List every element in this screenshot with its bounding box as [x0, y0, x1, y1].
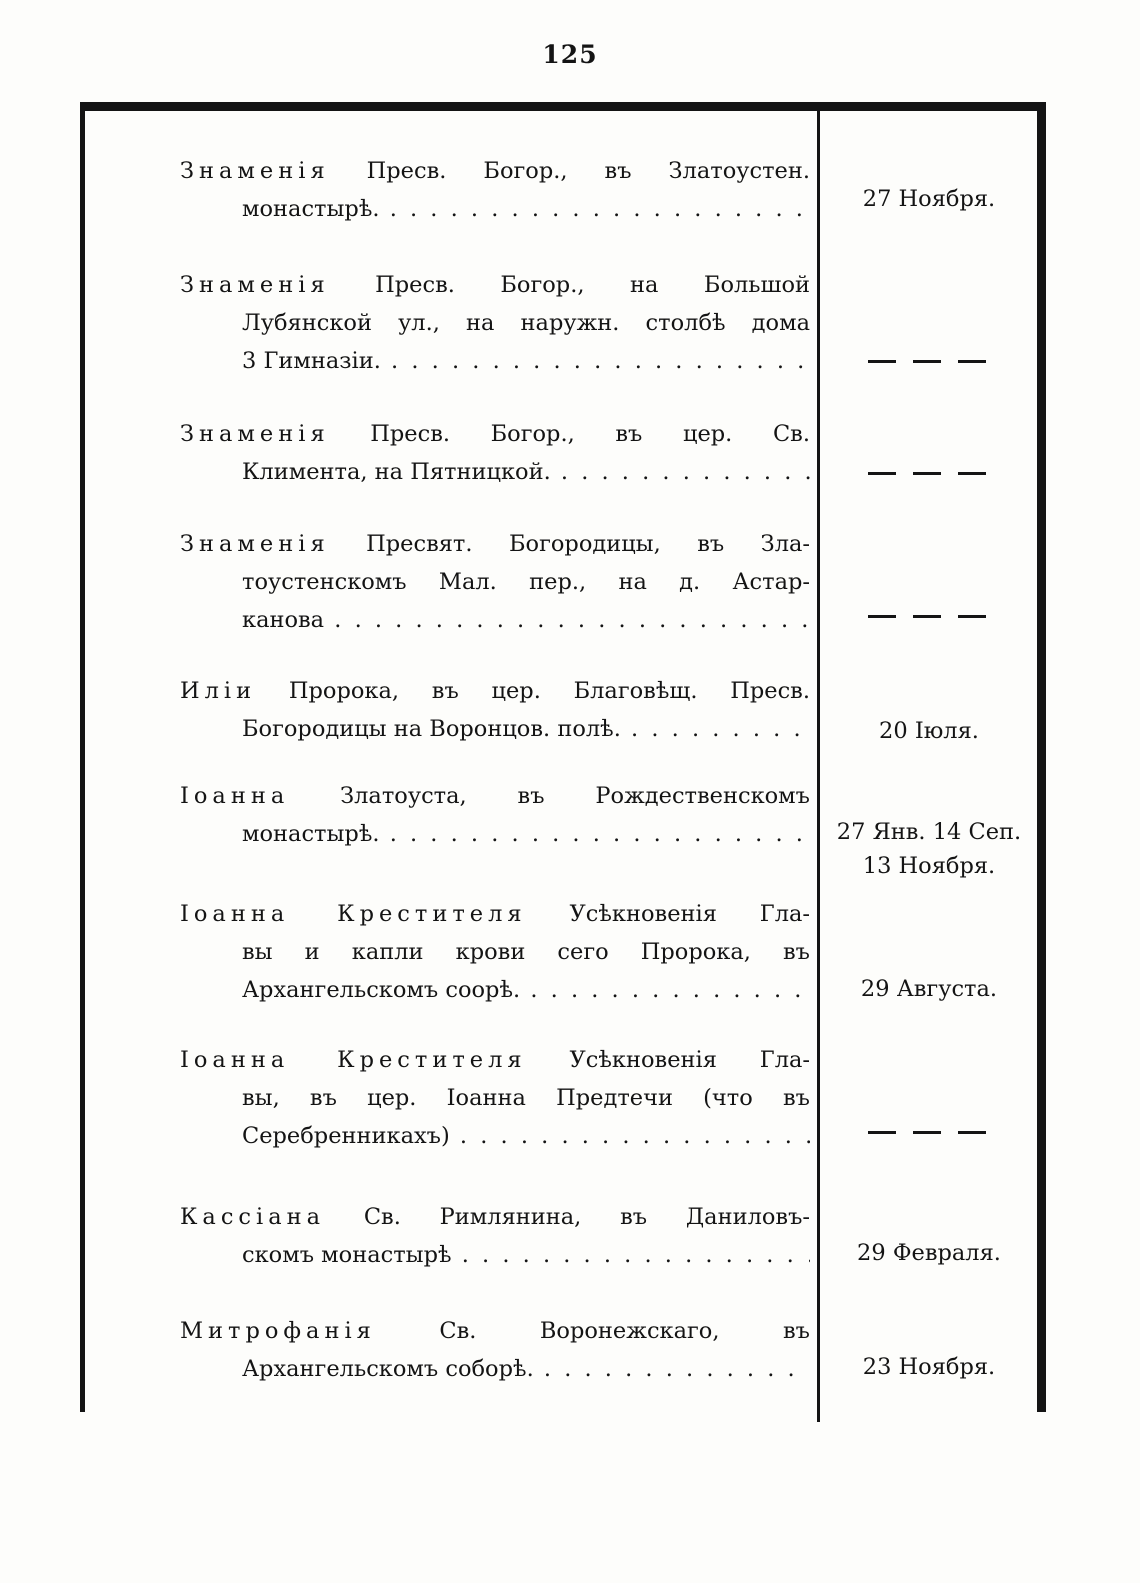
- entry-line: Іоанна Златоуста, въ Рождественскомъ: [180, 783, 810, 809]
- entry-line: Знаменія Пресв. Богор., въ Златоустен.: [180, 158, 810, 184]
- entry-lead: Іоанна Крестителя: [180, 901, 527, 927]
- entry-line: скомъ монастырѣ . . .: [180, 1236, 810, 1274]
- entry-line: Іоанна Крестителя Усѣкновенія Гла-: [180, 1047, 810, 1073]
- entry-lead: Кассіана: [180, 1204, 326, 1230]
- entry-line: Кассіана Св. Римлянина, въ Даниловъ-: [180, 1204, 810, 1230]
- entry-date: 29 Февраля.: [857, 1240, 1001, 1266]
- entry-line: вы, въ цер. Іоанна Предтечи (что въ: [242, 1085, 810, 1111]
- entry-line: Архангельскомъ соорѣ. . . .: [180, 971, 810, 1009]
- entry-date: 23 Ноября.: [862, 1354, 996, 1380]
- ditto-mark: [868, 472, 986, 475]
- entry-line: Митрофанія Св. Воронежскаго, въ: [180, 1318, 810, 1344]
- page-number: 125: [542, 40, 598, 69]
- entry-lead: Иліи: [180, 678, 257, 704]
- entry-line: Знаменія Пресвят. Богородицы, въ Зла-: [180, 531, 810, 557]
- entry-lead: Знаменія: [180, 272, 330, 298]
- entry-line: 3 Гимназіи. . . .: [180, 342, 810, 380]
- ditto-mark: [868, 615, 986, 618]
- entry-line: Климента, на Пятницкой. . . .: [180, 453, 810, 491]
- entry-text: [180, 152, 810, 228]
- entry-line: Богородицы на Воронцов. полѣ. . . .: [180, 710, 810, 748]
- entry-lead: Знаменія: [180, 421, 330, 447]
- entry-line: Иліи Пророка, въ цер. Благовѣщ. Пресв.: [180, 678, 810, 704]
- entry-text: [180, 415, 810, 491]
- entry-text: [180, 525, 810, 639]
- entry-lead: Митрофанія: [180, 1318, 376, 1344]
- entry-lead: Знаменія: [180, 531, 330, 557]
- entry-text: [180, 1198, 810, 1274]
- entry-lead: Іоанна Крестителя: [180, 1047, 527, 1073]
- entry-text: [180, 895, 810, 1009]
- entry-date: 27 Янв. 14 Сеп. 13 Ноября.: [836, 819, 1022, 879]
- ditto-mark: [868, 360, 986, 363]
- entry-text: [180, 672, 810, 748]
- entry-date: 29 Августа.: [860, 976, 998, 1002]
- entry-line: Знаменія Пресв. Богор., на Большой: [180, 272, 810, 298]
- entry-line: вы и капли крови сего Пророка, въ: [242, 939, 810, 965]
- entry-line: Іоанна Крестителя Усѣкновенія Гла-: [180, 901, 810, 927]
- entry-date: 20 Іюля.: [879, 718, 979, 744]
- entry-line: Лубянской ул., на наружн. столбѣ дома: [242, 310, 810, 336]
- entry-line: монастырѣ. . . .: [180, 190, 810, 228]
- entry-text: [180, 266, 810, 380]
- entry-text: [180, 1312, 810, 1388]
- entry-line: Серебренникахъ) . . .: [180, 1117, 810, 1155]
- entry-line: Знаменія Пресв. Богор., въ цер. Св.: [180, 421, 810, 447]
- ditto-mark: [868, 1131, 986, 1134]
- entry-line: монастырѣ. . . .: [180, 815, 810, 853]
- entry-line: канова . . .: [180, 601, 810, 639]
- entry-line: Архангельскомъ соборѣ. . . .: [180, 1350, 810, 1388]
- entry-text: [180, 1041, 810, 1155]
- column-divider: [817, 110, 820, 1422]
- entry-text: [180, 777, 810, 853]
- entry-lead: Знаменія: [180, 158, 330, 184]
- entry-line: тоустенскомъ Мал. пер., на д. Астар-: [242, 569, 810, 595]
- entry-lead: Іоанна: [180, 783, 290, 809]
- entry-date: 27 Ноября.: [862, 186, 996, 212]
